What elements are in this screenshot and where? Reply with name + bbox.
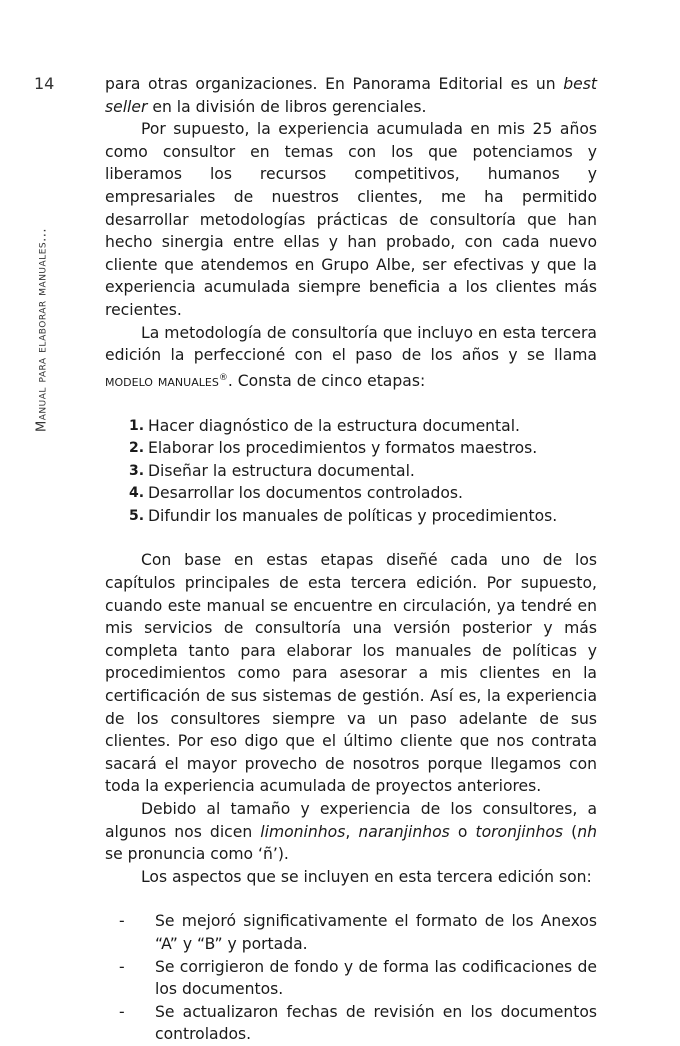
bullet-text: Se mejoró significativamente el formato de los Anexos “A” y “B” y portada.: [155, 912, 597, 953]
paragraph-consultants: [105, 798, 597, 866]
step-number: 3.: [129, 462, 145, 479]
step-text: Difundir los manuales de políticas y procedimientos.: [148, 506, 558, 525]
list-item: [129, 482, 597, 505]
text-span: ,: [345, 822, 359, 841]
list-item: [119, 956, 597, 1001]
paragraph-aspects: Los aspectos que se incluyen en esta tercera edición son:: [141, 867, 592, 886]
step-number: 5.: [129, 507, 145, 524]
page-number: 14: [34, 74, 55, 93]
list-item: [129, 505, 597, 528]
text-span: . Consta de cinco etapas:: [227, 371, 426, 390]
text-span: se pronuncia como ‘ñ’).: [105, 845, 289, 864]
paragraph-stages: Con base en estas etapas diseñé cada uno de los capítulos principales de esta tercera edición. Por supuesto, cuando este manual se encuentre en circulación, ya tendré en mis servicios de consultoría una versión posterior y más completa tanto para elaborar los manuales de políticas y procedimientos como para asesorar a mis clientes en la certificación de sus sistemas de gestión. Así es, la experiencia de los consultores siempre va un paso adelante de sus clientes. Por eso digo que el último cliente que nos contrata sacará el mayor provecho de nosotros porque llegamos con toda la experiencia acumulada de proyectos anteriores.: [105, 551, 597, 796]
bullet-dash: -: [119, 1002, 125, 1021]
step-number: 2.: [129, 440, 145, 457]
emphasis-text: nh: [577, 822, 598, 841]
step-text: Elaborar los procedimientos y formatos maestros.: [148, 439, 538, 458]
bullet-dash: -: [119, 957, 125, 976]
bullet-text: Se actualizaron fechas de revisión en los documentos controlados.: [155, 1002, 597, 1044]
emphasis-text: toronjinhos: [475, 822, 564, 841]
steps-list: [129, 415, 597, 528]
list-item: [129, 415, 597, 438]
step-text: Desarrollar los documentos controlados.: [148, 484, 463, 503]
text-span: La metodología de consultoría que incluyo en esta tercera edición la perfeccioné con el paso de los años y se llama: [105, 323, 597, 365]
step-text: Diseñar la estructura documental.: [148, 461, 415, 480]
paragraph-methodology: [105, 322, 597, 393]
text-span: o: [449, 822, 476, 841]
body-text: [105, 73, 597, 1046]
step-number: 1.: [129, 417, 145, 434]
text-span: (: [563, 822, 578, 841]
paragraph-continuation: [105, 73, 597, 118]
bullet-dash: -: [119, 912, 125, 931]
running-head: Manual para elaborar manuales...: [34, 228, 50, 432]
aspects-list: [119, 910, 597, 1046]
model-name: modelo manuales: [105, 371, 219, 390]
emphasis-text: limoninhos: [260, 822, 346, 841]
text-span: Debido al tamaño y experiencia de los consultores, a algunos nos dicen: [105, 800, 597, 841]
text-span: en la división de libros gerenciales.: [147, 97, 427, 116]
bullet-text: Se corrigieron de fondo y de forma las codificaciones de los documentos.: [155, 957, 597, 999]
step-number: 4.: [129, 485, 145, 502]
emphasis-text: naranjinhos: [358, 822, 450, 841]
emphasis-text: best seller: [105, 75, 597, 116]
text-span: para otras organizaciones. En Panorama Editorial es un: [105, 75, 564, 93]
paragraph-experience: Por supuesto, la experiencia acumulada en mis 25 años como consultor en temas con los que potenciamos y liberamos los recursos competitivos, humanos y empresariales de nuestros clientes, me ha permitido desarrollar metodologías prácticas de consultoría que han hecho sinergia entre ellas y han probado, con cada nuevo cliente que atendemos en Grupo Albe, ser efectivas y que la experiencia acumulada siempre beneficia a los clientes más recientes.: [105, 120, 597, 319]
registered-mark: ®: [218, 372, 228, 383]
list-item: [119, 910, 597, 955]
list-item: [119, 1001, 597, 1046]
list-item: [129, 460, 597, 483]
step-text: Hacer diagnóstico de la estructura documental.: [148, 416, 521, 435]
list-item: [129, 437, 597, 460]
